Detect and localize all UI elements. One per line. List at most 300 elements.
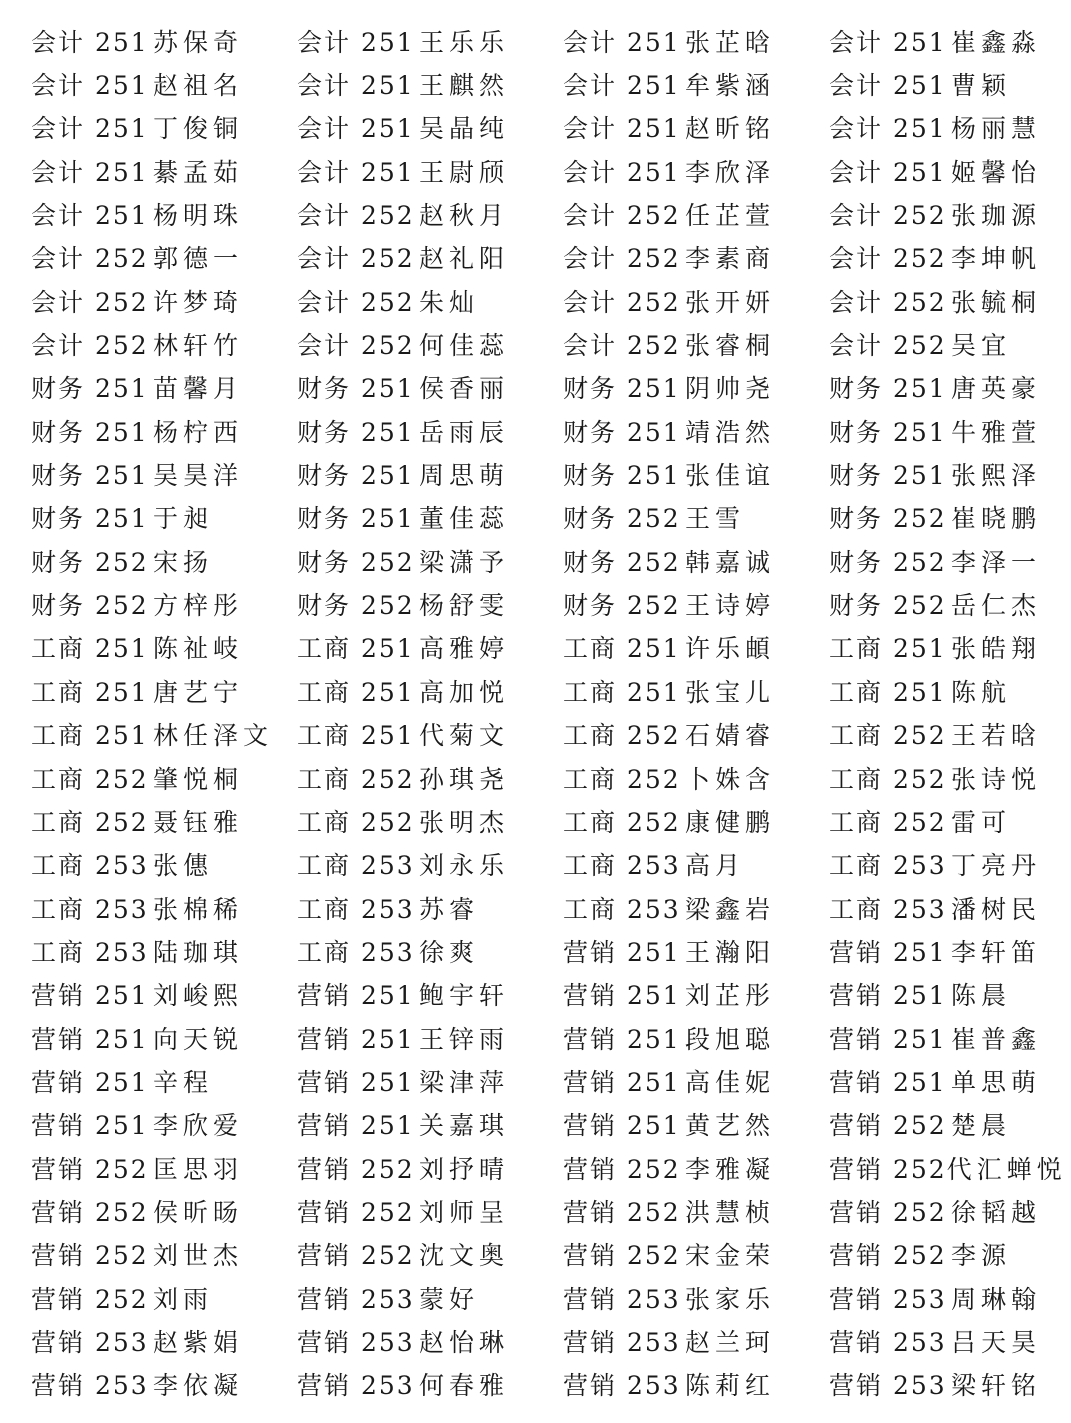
- roster-row: [0, 279, 1071, 322]
- class-label: 营销 253: [563, 1284, 681, 1314]
- class-label: 工商 251: [829, 677, 947, 707]
- roster-row: [0, 106, 1071, 149]
- class-label: 会计 252: [31, 287, 149, 317]
- roster-entry: [31, 716, 297, 752]
- student-name: 蒙好: [419, 1284, 480, 1314]
- class-label: 会计 251: [563, 71, 681, 101]
- roster-entry: [31, 543, 297, 579]
- student-name: 康健鹏: [685, 807, 776, 837]
- class-label: 会计 251: [829, 71, 947, 101]
- class-label: 会计 251: [829, 157, 947, 187]
- roster-entry: [563, 846, 829, 882]
- student-name: 张开妍: [685, 287, 776, 317]
- roster-entry: [31, 1063, 297, 1099]
- roster-entry: [31, 413, 297, 449]
- roster-entry: [31, 66, 297, 102]
- roster-entry: [31, 153, 297, 189]
- class-label: 营销 252: [297, 1154, 415, 1184]
- class-label: 财务 252: [31, 591, 149, 621]
- roster-row: [0, 236, 1071, 279]
- class-label: 营销 251: [297, 981, 415, 1011]
- class-label: 财务 251: [297, 461, 415, 491]
- roster-row: [0, 626, 1071, 669]
- class-label: 工商 252: [563, 721, 681, 751]
- roster-entry: [297, 1106, 563, 1142]
- roster-entry: [31, 1236, 297, 1272]
- class-label: 工商 251: [297, 634, 415, 664]
- class-label: 财务 252: [297, 547, 415, 577]
- student-name: 何春雅: [419, 1371, 510, 1401]
- student-name: 赵秋月: [419, 201, 510, 231]
- class-label: 财务 252: [829, 547, 947, 577]
- roster-entry: [829, 803, 1065, 839]
- roster-entry: [829, 283, 1065, 319]
- roster-entry: [829, 716, 1065, 752]
- class-label: 工商 253: [563, 894, 681, 924]
- roster-entry: [297, 1150, 563, 1186]
- student-name: 雷可: [951, 807, 1012, 837]
- class-label: 营销 253: [829, 1371, 947, 1401]
- roster-entry: [31, 586, 297, 622]
- class-label: 财务 251: [31, 461, 149, 491]
- class-label: 会计 251: [31, 201, 149, 231]
- class-label: 会计 251: [297, 27, 415, 57]
- class-label: 工商 251: [31, 634, 149, 664]
- class-label: 会计 252: [297, 287, 415, 317]
- student-name: 关嘉琪: [419, 1111, 510, 1141]
- roster-entry: [31, 369, 297, 405]
- student-name: 刘雨: [153, 1284, 214, 1314]
- roster-entry: [297, 1193, 563, 1229]
- roster-entry: [829, 153, 1065, 189]
- class-label: 会计 252: [31, 331, 149, 361]
- roster-entry: [563, 1280, 829, 1316]
- student-name: 曹颖: [951, 71, 1012, 101]
- student-name: 吕天昊: [951, 1327, 1042, 1357]
- roster-entry: [563, 1020, 829, 1056]
- student-name: 刘永乐: [419, 851, 510, 881]
- student-name: 李泽一: [951, 547, 1042, 577]
- student-name: 丁亮丹: [951, 851, 1042, 881]
- student-name: 陈莉红: [685, 1371, 776, 1401]
- roster-entry: [829, 369, 1065, 405]
- roster-entry: [31, 456, 297, 492]
- student-name: 张睿桐: [685, 331, 776, 361]
- class-label: 工商 252: [829, 807, 947, 837]
- student-name: 崔鑫淼: [951, 27, 1042, 57]
- student-name: 张熙泽: [951, 461, 1042, 491]
- class-label: 财务 251: [31, 374, 149, 404]
- roster-entry: [829, 456, 1065, 492]
- student-name: 陆珈琪: [153, 937, 244, 967]
- roster-entry: [829, 499, 1065, 535]
- roster-entry: [297, 499, 563, 535]
- roster-entry: [563, 1150, 829, 1186]
- roster-entry: [297, 283, 563, 319]
- roster-entry: [829, 933, 1065, 969]
- roster-entry: [297, 976, 563, 1012]
- student-name: 王瀚阳: [685, 937, 776, 967]
- student-name: 李轩笛: [951, 937, 1042, 967]
- roster-entry: [563, 196, 829, 232]
- roster-entry: [31, 1366, 297, 1402]
- class-label: 工商 251: [297, 721, 415, 751]
- roster-entry: [829, 413, 1065, 449]
- class-label: 营销 252: [297, 1241, 415, 1271]
- roster-row: [0, 929, 1071, 972]
- class-label: 营销 253: [829, 1284, 947, 1314]
- class-label: 营销 253: [297, 1284, 415, 1314]
- student-name: 牛雅萱: [951, 417, 1042, 447]
- roster-entry: [563, 1236, 829, 1272]
- student-name: 方梓彤: [153, 591, 244, 621]
- roster-entry: [829, 976, 1065, 1012]
- roster-row: [0, 756, 1071, 799]
- roster-entry: [563, 283, 829, 319]
- roster-entry: [297, 933, 563, 969]
- roster-row: [0, 19, 1071, 62]
- class-label: 营销 251: [563, 937, 681, 967]
- roster-entry: [31, 629, 297, 665]
- student-name: 赵怡琳: [419, 1327, 510, 1357]
- roster-entry: [829, 1106, 1065, 1142]
- class-label: 营销 251: [297, 1067, 415, 1097]
- class-label: 财务 251: [31, 417, 149, 447]
- roster-entry: [297, 846, 563, 882]
- roster-row: [0, 843, 1071, 886]
- roster-row: [0, 366, 1071, 409]
- class-label: 工商 252: [829, 764, 947, 794]
- class-label: 工商 252: [297, 807, 415, 837]
- roster-entry: [31, 23, 297, 59]
- class-label: 财务 251: [829, 461, 947, 491]
- class-label: 财务 252: [563, 591, 681, 621]
- class-label: 营销 252: [829, 1111, 947, 1141]
- class-label: 营销 253: [563, 1371, 681, 1401]
- student-name: 张珈源: [951, 201, 1042, 231]
- roster-entry: [829, 586, 1065, 622]
- roster-row: [0, 539, 1071, 582]
- roster-entry: [829, 1020, 1065, 1056]
- student-name: 岳仁杰: [951, 591, 1042, 621]
- roster-entry: [31, 499, 297, 535]
- roster-entry: [829, 543, 1065, 579]
- class-label: 营销 252: [829, 1154, 947, 1184]
- student-name: 赵祖名: [153, 71, 244, 101]
- student-name: 杨舒雯: [419, 591, 510, 621]
- roster-entry: [563, 760, 829, 796]
- roster-entry: [297, 369, 563, 405]
- roster-row: [0, 62, 1071, 105]
- student-name: 侯香丽: [419, 374, 510, 404]
- roster-entry: [297, 326, 563, 362]
- roster-entry: [563, 66, 829, 102]
- class-label: 财务 251: [563, 417, 681, 447]
- class-label: 营销 252: [829, 1197, 947, 1227]
- roster-entry: [563, 1323, 829, 1359]
- student-name: 许梦琦: [153, 287, 244, 317]
- student-name: 靖浩然: [685, 417, 776, 447]
- class-label: 工商 253: [31, 937, 149, 967]
- roster-row: [0, 1233, 1071, 1276]
- student-name: 宋金荣: [685, 1241, 776, 1271]
- roster-entry: [829, 890, 1065, 926]
- student-name: 周琳翰: [951, 1284, 1042, 1314]
- roster-entry: [829, 1280, 1065, 1316]
- roster-entry: [297, 23, 563, 59]
- class-label: 营销 251: [563, 1111, 681, 1141]
- roster-entry: [563, 239, 829, 275]
- student-name: 梁轩铭: [951, 1371, 1042, 1401]
- student-name: 王麒然: [419, 71, 510, 101]
- roster-row: [0, 1319, 1071, 1362]
- roster-entry: [563, 586, 829, 622]
- student-name: 李源: [951, 1241, 1012, 1271]
- student-name: 刘抒晴: [419, 1154, 510, 1184]
- student-name: 梁鑫岩: [685, 894, 776, 924]
- roster-entry: [297, 456, 563, 492]
- class-label: 营销 252: [829, 1241, 947, 1271]
- roster-entry: [31, 803, 297, 839]
- class-label: 财务 252: [31, 547, 149, 577]
- student-name: 侯昕旸: [153, 1197, 244, 1227]
- roster-entry: [31, 1193, 297, 1229]
- student-name: 高月: [685, 851, 746, 881]
- student-name: 刘峻熙: [153, 981, 244, 1011]
- student-name: 辛程: [153, 1067, 214, 1097]
- student-name: 梁潇予: [419, 547, 510, 577]
- class-label: 工商 251: [563, 677, 681, 707]
- student-name: 王诗婷: [685, 591, 776, 621]
- class-label: 财务 251: [563, 374, 681, 404]
- student-name: 徐爽: [419, 937, 480, 967]
- roster-row: [0, 973, 1071, 1016]
- student-name: 丁俊铜: [153, 114, 244, 144]
- roster-entry: [31, 1280, 297, 1316]
- class-label: 营销 252: [31, 1241, 149, 1271]
- class-label: 工商 253: [297, 851, 415, 881]
- student-name: 陈祉岐: [153, 634, 244, 664]
- roster-entry: [31, 846, 297, 882]
- class-label: 工商 253: [31, 851, 149, 881]
- roster-entry: [829, 1366, 1065, 1402]
- roster-entry: [31, 673, 297, 709]
- class-label: 会计 251: [31, 157, 149, 187]
- roster-entry: [563, 369, 829, 405]
- roster-row: [0, 1146, 1071, 1189]
- roster-entry: [31, 760, 297, 796]
- class-label: 营销 251: [829, 937, 947, 967]
- roster-entry: [297, 716, 563, 752]
- student-name: 张皓翔: [951, 634, 1042, 664]
- student-name: 张明杰: [419, 807, 510, 837]
- student-name: 沈文奥: [419, 1241, 510, 1271]
- student-name: 刘师呈: [419, 1197, 510, 1227]
- student-name: 肇悦桐: [153, 764, 244, 794]
- student-name: 王乐乐: [419, 27, 510, 57]
- student-name: 苗馨月: [153, 374, 244, 404]
- roster-entry: [563, 1106, 829, 1142]
- class-label: 会计 252: [829, 287, 947, 317]
- student-name: 李欣泽: [685, 157, 776, 187]
- student-name: 潘树民: [951, 894, 1042, 924]
- roster-entry: [31, 109, 297, 145]
- roster-entry: [829, 760, 1065, 796]
- student-name: 杨明珠: [153, 201, 244, 231]
- roster-entry: [563, 1063, 829, 1099]
- class-label: 营销 251: [563, 1067, 681, 1097]
- roster-entry: [563, 23, 829, 59]
- roster-entry: [829, 23, 1065, 59]
- roster-entry: [297, 1280, 563, 1316]
- roster-entry: [31, 1106, 297, 1142]
- student-name: 王尉颀: [419, 157, 510, 187]
- student-name: 郭德一: [153, 244, 244, 274]
- class-label: 财务 251: [31, 504, 149, 534]
- class-label: 营销 251: [297, 1024, 415, 1054]
- roster-entry: [563, 153, 829, 189]
- class-label: 工商 252: [31, 807, 149, 837]
- student-name: 石婧睿: [685, 721, 776, 751]
- class-label: 营销 251: [31, 1067, 149, 1097]
- class-label: 营销 251: [31, 1111, 149, 1141]
- student-name: 周思萌: [419, 461, 510, 491]
- student-name: 张僡: [153, 851, 214, 881]
- class-label: 营销 253: [31, 1371, 149, 1401]
- student-name: 代汇蝉悦: [946, 1154, 1067, 1184]
- student-name: 李欣爱: [153, 1111, 244, 1141]
- student-name: 张芷晗: [685, 27, 776, 57]
- class-label: 工商 253: [829, 851, 947, 881]
- student-name: 匡思羽: [153, 1154, 244, 1184]
- class-label: 营销 251: [829, 1024, 947, 1054]
- student-name: 朱灿: [419, 287, 480, 317]
- student-name: 王雪: [685, 504, 746, 534]
- class-label: 财务 252: [297, 591, 415, 621]
- class-label: 工商 252: [829, 721, 947, 751]
- class-label: 会计 251: [297, 71, 415, 101]
- roster-entry: [297, 1020, 563, 1056]
- roster-entry: [829, 196, 1065, 232]
- class-label: 工商 251: [31, 677, 149, 707]
- student-name: 王锌雨: [419, 1024, 510, 1054]
- roster-entry: [563, 456, 829, 492]
- roster-entry: [563, 109, 829, 145]
- student-name: 吴宜: [951, 331, 1012, 361]
- class-label: 营销 252: [31, 1154, 149, 1184]
- roster-row: [0, 886, 1071, 929]
- student-name: 陈晨: [951, 981, 1012, 1011]
- class-label: 会计 251: [31, 27, 149, 57]
- student-name: 宋扬: [153, 547, 214, 577]
- roster-entry: [563, 976, 829, 1012]
- class-label: 会计 251: [563, 157, 681, 187]
- roster-entry: [297, 543, 563, 579]
- student-name: 向天锐: [153, 1024, 244, 1054]
- class-label: 工商 253: [31, 894, 149, 924]
- roster-row: [0, 149, 1071, 192]
- class-label: 营销 251: [297, 1111, 415, 1141]
- roster-row: [0, 322, 1071, 365]
- student-name: 刘芷彤: [685, 981, 776, 1011]
- student-name: 岳雨辰: [419, 417, 510, 447]
- student-name: 董佳蕊: [419, 504, 510, 534]
- class-label: 会计 252: [563, 244, 681, 274]
- class-label: 财务 251: [829, 374, 947, 404]
- roster-entry: [829, 1193, 1065, 1229]
- student-name: 吴晶纯: [419, 114, 510, 144]
- class-label: 营销 253: [297, 1327, 415, 1357]
- roster-entry: [829, 1236, 1065, 1272]
- roster-entry: [829, 66, 1065, 102]
- class-label: 会计 251: [297, 114, 415, 144]
- student-name: 崔普鑫: [951, 1024, 1042, 1054]
- roster-row: [0, 1103, 1071, 1146]
- roster-entry: [829, 1063, 1065, 1099]
- class-label: 工商 251: [31, 721, 149, 751]
- class-label: 财务 252: [563, 504, 681, 534]
- student-name: 陈航: [951, 677, 1012, 707]
- roster-entry: [563, 716, 829, 752]
- class-label: 工商 251: [829, 634, 947, 664]
- roster-row: [0, 1059, 1071, 1102]
- student-name: 姬馨怡: [951, 157, 1042, 187]
- student-name: 许乐頔: [685, 634, 776, 664]
- class-label: 工商 252: [563, 764, 681, 794]
- student-name: 李雅凝: [685, 1154, 776, 1184]
- roster-entry: [297, 1236, 563, 1272]
- roster-row: [0, 713, 1071, 756]
- roster-entry: [829, 109, 1065, 145]
- student-name: 崔晓鹏: [951, 504, 1042, 534]
- student-name: 高雅婷: [419, 634, 510, 664]
- student-name: 唐艺宁: [153, 677, 244, 707]
- student-name: 刘世杰: [153, 1241, 244, 1271]
- roster-entry: [563, 413, 829, 449]
- student-name: 洪慧桢: [685, 1197, 776, 1227]
- student-name: 綦孟茹: [153, 157, 244, 187]
- roster-entry: [297, 586, 563, 622]
- class-label: 工商 253: [297, 937, 415, 967]
- student-name: 卜姝含: [685, 764, 776, 794]
- roster-row: [0, 799, 1071, 842]
- class-label: 会计 251: [829, 114, 947, 144]
- student-name: 于昶: [153, 504, 214, 534]
- student-name: 李素商: [685, 244, 776, 274]
- roster-entry: [297, 890, 563, 926]
- roster-entry: [297, 109, 563, 145]
- class-label: 营销 253: [31, 1327, 149, 1357]
- class-label: 工商 253: [297, 894, 415, 924]
- class-label: 会计 252: [563, 331, 681, 361]
- student-name: 赵礼阳: [419, 244, 510, 274]
- class-label: 工商 253: [829, 894, 947, 924]
- student-name: 段旭聪: [685, 1024, 776, 1054]
- roster-entry: [31, 933, 297, 969]
- roster-entry: [563, 673, 829, 709]
- student-name: 何佳蕊: [419, 331, 510, 361]
- roster-entry: [297, 413, 563, 449]
- class-label: 营销 252: [563, 1197, 681, 1227]
- roster-entry: [31, 1020, 297, 1056]
- class-label: 会计 252: [297, 244, 415, 274]
- class-label: 营销 251: [829, 1067, 947, 1097]
- class-label: 营销 252: [563, 1241, 681, 1271]
- student-roster: [0, 19, 1071, 1406]
- class-label: 工商 252: [563, 807, 681, 837]
- roster-entry: [31, 196, 297, 232]
- class-label: 会计 252: [297, 201, 415, 231]
